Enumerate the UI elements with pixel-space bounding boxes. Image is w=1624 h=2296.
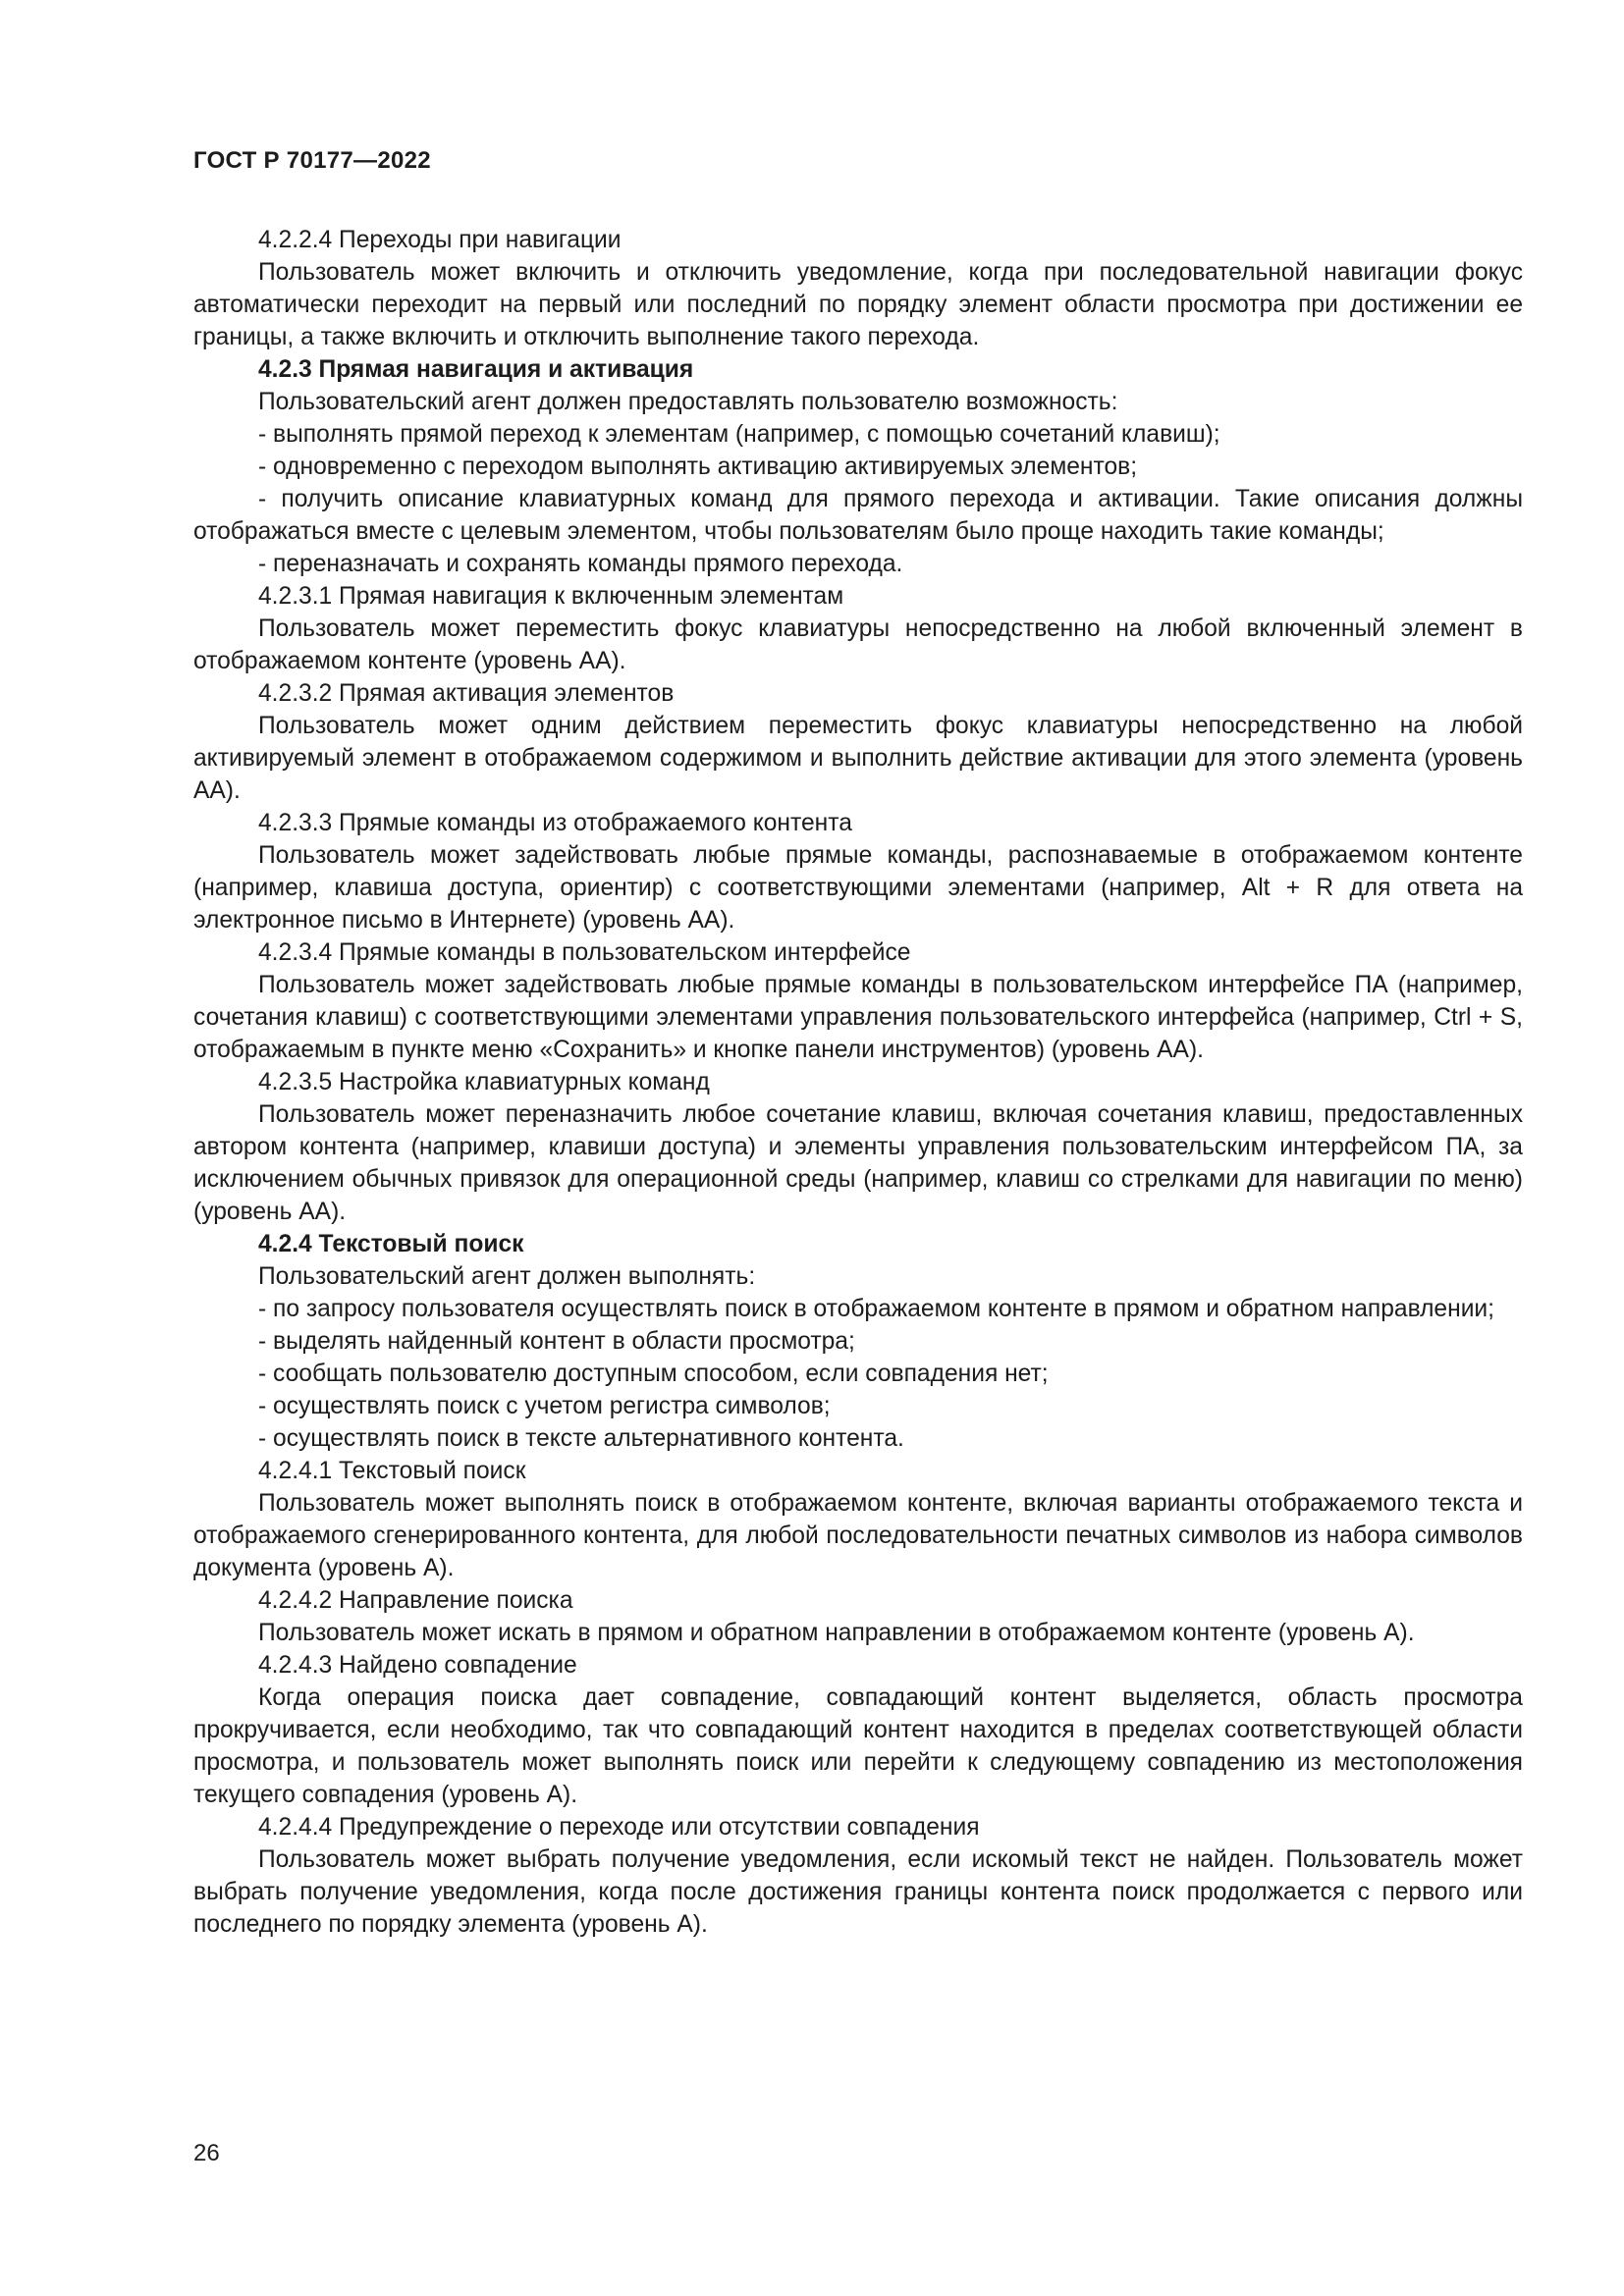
paragraph: 4.2.4.3 Найдено совпадение — [258, 1652, 577, 1679]
paragraph: 4.2.3.4 Прямые команды в пользовательском интерфейсе — [258, 939, 911, 966]
paragraph: Пользователь может задействовать любые прямые команды в пользовательском интерфейсе ПА (например, сочетания клавиш) с соответствующими элементами управления пользовательского интерфейса (например, Ctrl + S, отображаемым в пункте меню «Сохранить» и кнопке панели инструментов) (уровень АА). — [193, 972, 1523, 1063]
page-number: 26 — [193, 2140, 220, 2166]
paragraph: 4.2.2.4 Переходы при навигации — [258, 227, 622, 253]
paragraph: - осуществлять поиск в тексте альтернативного контента. — [258, 1425, 904, 1452]
paragraph: 4.2.3.3 Прямые команды из отображаемого контента — [258, 810, 852, 836]
paragraph: 4.2.4.1 Текстовый поиск — [258, 1458, 526, 1484]
paragraph: 4.2.4.4 Предупреждение о переходе или отсутствии совпадения — [258, 1814, 980, 1841]
section-heading: 4.2.4 Текстовый поиск — [258, 1231, 524, 1257]
paragraph: Пользовательский агент должен предоставлять пользователю возможность: — [258, 389, 1118, 415]
document-header: ГОСТ Р 70177—2022 — [193, 147, 431, 174]
paragraph: 4.2.3.1 Прямая навигация к включенным элементам — [258, 583, 844, 610]
section-heading: 4.2.3 Прямая навигация и активация — [258, 356, 694, 383]
paragraph: Пользователь может переназначить любое сочетание клавиш, включая сочетания клавиш, предоставленных автором контента (например, клавиши доступа) и элементы управления пользовательским интерфейсом ПА, за исключением обычных привязок для операционной среды (например, клавиш со стрелками для навигации по меню) (уровень АА). — [193, 1101, 1523, 1225]
paragraph: - осуществлять поиск с учетом регистра символов; — [258, 1393, 831, 1419]
paragraph: Пользователь может одним действием переместить фокус клавиатуры непосредственно на любой активируемый элемент в отображаемом содержимом и выполнить действие активации для этого элемента (уровень АА). — [193, 713, 1523, 804]
paragraph: Пользователь может искать в прямом и обратном направлении в отображаемом контенте (уровень А). — [258, 1620, 1415, 1646]
paragraph: - сообщать пользователю доступным способом, если совпадения нет; — [258, 1361, 1049, 1387]
document-body — [193, 224, 1523, 1941]
paragraph: Пользователь может включить и отключить уведомление, когда при последовательной навигации фокус автоматически переходит на первый или последний по порядку элемент области просмотра при достижении ее границы, а также включить и отключить выполнение такого перехода. — [193, 259, 1523, 350]
paragraph: - переназначать и сохранять команды прямого перехода. — [258, 551, 903, 577]
paragraph: Пользователь может задействовать любые прямые команды, распознаваемые в отображаемом контенте (например, клавиша доступа, ориентир) с соответствующими элементами (например, Alt + R для ответа на электронное письмо в Интернете) (уровень АА). — [193, 842, 1523, 934]
paragraph: 4.2.3.2 Прямая активация элементов — [258, 680, 675, 707]
paragraph: - по запросу пользователя осуществлять поиск в отображаемом контенте в прямом и обратном направлении; — [258, 1296, 1494, 1322]
paragraph: - выделять найденный контент в области просмотра; — [258, 1328, 855, 1355]
paragraph: Пользователь может выбрать получение уведомления, если искомый текст не найден. Пользователь может выбрать получение уведомления, когда после достижения границы контента поиск продолжается с первого или последнего по порядку элемента (уровень А). — [193, 1846, 1523, 1938]
paragraph: Когда операция поиска дает совпадение, совпадающий контент выделяется, область просмотра прокручивается, если необходимо, так что совпадающий контент находится в пределах соответствующей области просмотра, и пользователь может выполнять поиск или перейти к следующему совпадению из местоположения текущего совпадения (уровень А). — [193, 1684, 1523, 1808]
paragraph: - получить описание клавиатурных команд для прямого перехода и активации. Такие описания должны отображаться вместе с целевым элементом, чтобы пользователям было проще находить такие команды; — [193, 486, 1523, 545]
paragraph: Пользовательский агент должен выполнять: — [258, 1263, 756, 1290]
paragraph: 4.2.3.5 Настройка клавиатурных команд — [258, 1069, 710, 1095]
paragraph: Пользователь может переместить фокус клавиатуры непосредственно на любой включенный элемент в отображаемом контенте (уровень АА). — [193, 615, 1523, 674]
paragraph: - одновременно с переходом выполнять активацию активируемых элементов; — [258, 454, 1138, 480]
paragraph: 4.2.4.2 Направление поиска — [258, 1587, 573, 1614]
paragraph: Пользователь может выполнять поиск в отображаемом контенте, включая варианты отображаемого текста и отображаемого сгенерированного контента, для любой последовательности печатных символов из набора символов документа (уровень А). — [193, 1490, 1523, 1581]
paragraph: - выполнять прямой переход к элементам (например, с помощью сочетаний клавиш); — [258, 421, 1220, 448]
